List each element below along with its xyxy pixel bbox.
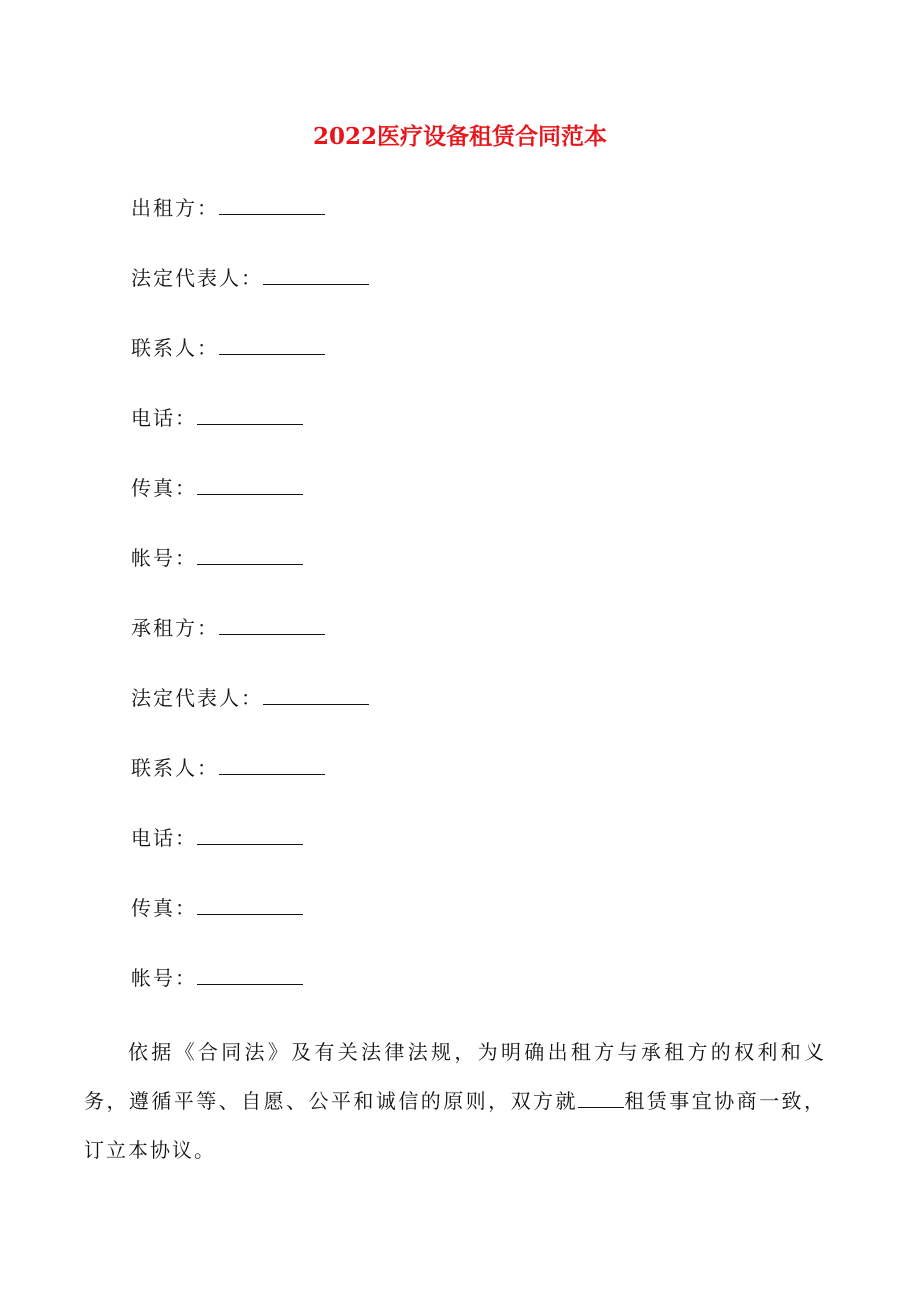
lessor-account-blank[interactable] (197, 546, 303, 565)
preamble-text-part1: 依据《合同法》及有关法律法规，为明确出租方与承租方的权利和义务，遵循平等、自愿、公平和诚信的原则，双方就 (84, 1040, 826, 1113)
lease-subject-blank[interactable] (578, 1089, 624, 1108)
lessor-contact-label: 联系人： (131, 336, 219, 360)
lessee-account-blank[interactable] (197, 966, 303, 985)
lessor-phone-blank[interactable] (197, 406, 303, 425)
lessor-account-field (131, 545, 303, 571)
lessor-contact-field (131, 335, 325, 361)
lessor-phone-field (131, 405, 303, 431)
lessee-fax-blank[interactable] (197, 896, 303, 915)
lessor-phone-label: 电话： (131, 406, 197, 430)
lessee-party-blank[interactable] (219, 616, 325, 635)
lessor-party-label: 出租方： (131, 196, 219, 220)
lessor-party-field (131, 195, 325, 221)
lessor-legal-rep-field (131, 265, 369, 291)
lessee-contact-label: 联系人： (131, 756, 219, 780)
lessee-phone-label: 电话： (131, 826, 197, 850)
lessee-contact-blank[interactable] (219, 756, 325, 775)
lessee-fax-label: 传真： (131, 896, 197, 920)
lessor-fax-blank[interactable] (197, 476, 303, 495)
lessee-phone-field (131, 825, 303, 851)
lessee-fax-field (131, 895, 303, 921)
lessor-contact-blank[interactable] (219, 336, 325, 355)
lessor-legal-rep-blank[interactable] (263, 266, 369, 285)
lessee-phone-blank[interactable] (197, 826, 303, 845)
lessee-party-field (131, 615, 325, 641)
lessee-account-field (131, 965, 303, 991)
lessor-party-blank[interactable] (219, 196, 325, 215)
lessor-account-label: 帐号： (131, 546, 197, 570)
lessor-fax-field (131, 475, 303, 501)
preamble-paragraph (84, 1028, 826, 1175)
lessee-legal-rep-blank[interactable] (263, 686, 369, 705)
lessee-legal-rep-field (131, 685, 369, 711)
lessee-party-label: 承租方： (131, 616, 219, 640)
lessee-legal-rep-label: 法定代表人： (131, 686, 263, 710)
document-title: 2022医疗设备租赁合同范本 (312, 123, 607, 150)
lessee-account-label: 帐号： (131, 966, 197, 990)
preamble-text-part2: 租赁事宜协商一致，订立本协议。 (84, 1089, 827, 1162)
lessor-fax-label: 传真： (131, 476, 197, 500)
lessee-contact-field (131, 755, 325, 781)
lessor-legal-rep-label: 法定代表人： (131, 266, 263, 290)
